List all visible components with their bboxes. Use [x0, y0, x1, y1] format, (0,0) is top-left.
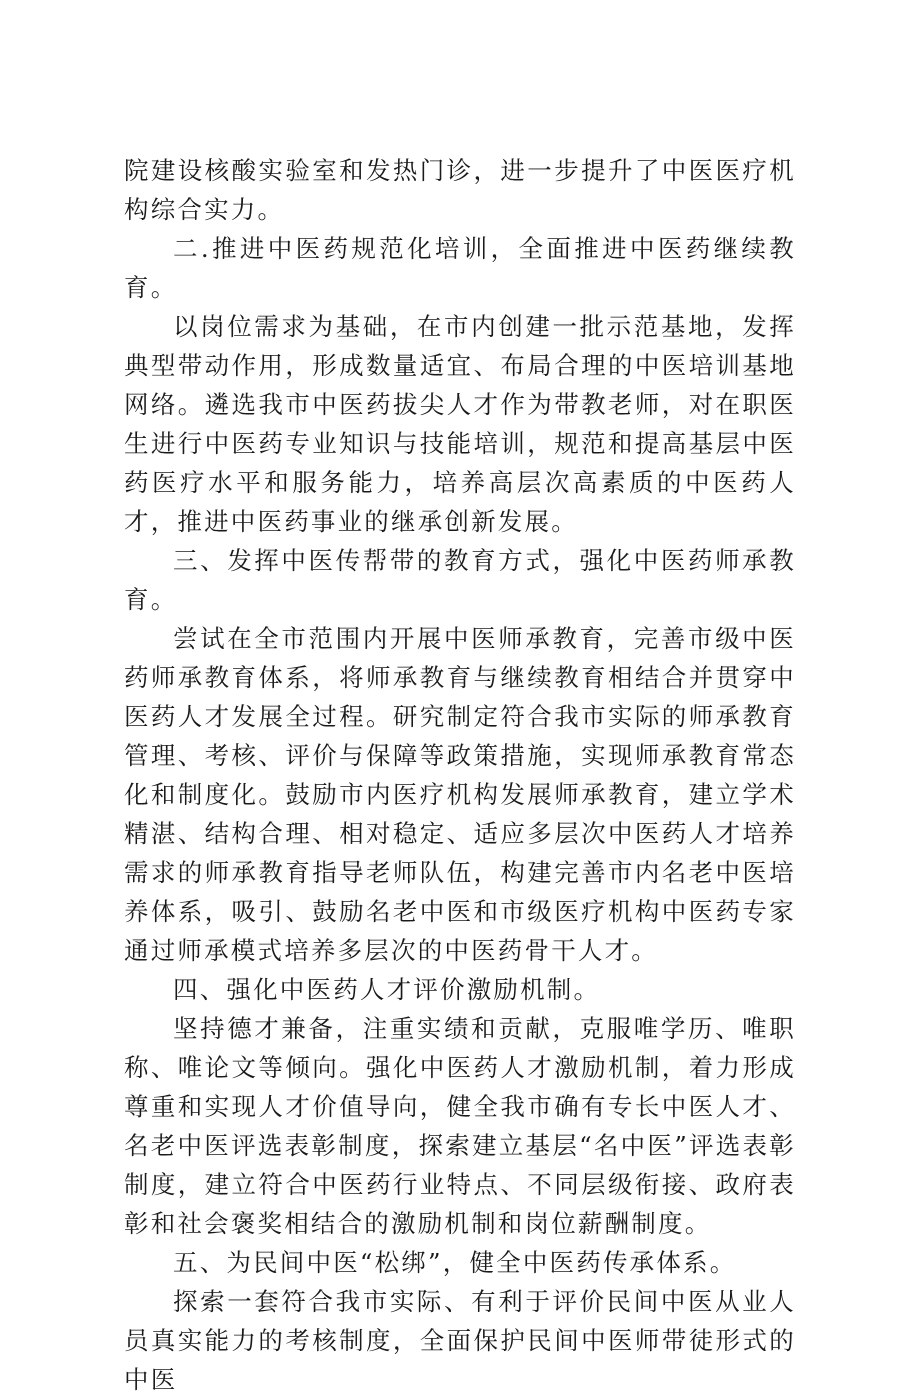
section-heading-3: 三、发挥中医传帮带的教育方式，强化中医药师承教育。	[124, 546, 796, 614]
paragraph-folk-medicine: 探索一套符合我市实际、有利于评价民间中医从业人员真实能力的考核制度，全面保护民间中医师带徒形式的中医	[124, 1287, 796, 1394]
paragraph-evaluation: 坚持德才兼备，注重实绩和贡献，克服唯学历、唯职称、唯论文等倾向。强化中医药人才激励机制，着力形成尊重和实现人才价值导向，健全我市确有专长中医人才、名老中医评选表彰制度，探索建立基层“名中医”评选表彰制度，建立符合中医药行业特点、不同层级衔接、政府表彰和社会褒奖相结合的激励机制和岗位薪酬制度。	[124, 1014, 796, 1238]
document-body	[124, 151, 796, 1399]
section-heading-2: 二.推进中医药规范化培训，全面推进中医药继续教育。	[124, 234, 796, 302]
paragraph-training: 以岗位需求为基础，在市内创建一批示范基地，发挥典型带动作用，形成数量适宜、布局合理的中医培训基地网络。遴选我市中医药拔尖人才作为带教老师，对在职医生进行中医药专业知识与技能培训，规范和提高基层中医药医疗水平和服务能力，培养高层次高素质的中医药人才，推进中医药事业的继承创新发展。	[124, 312, 796, 536]
paragraph-continued: 院建设核酸实验室和发热门诊，进一步提升了中医医疗机构综合实力。	[124, 156, 796, 224]
section-heading-5: 五、为民间中医“松绑”，健全中医药传承体系。	[173, 1248, 737, 1277]
section-heading-4: 四、强化中医药人才评价激励机制。	[173, 975, 601, 1004]
paragraph-apprenticeship: 尝试在全市范围内开展中医师承教育，完善市级中医药师承教育体系，将师承教育与继续教育相结合并贯穿中医药人才发展全过程。研究制定符合我市实际的师承教育管理、考核、评价与保障等政策措施，实现师承教育常态化和制度化。鼓励市内医疗机构发展师承教育，建立学术精湛、结构合理、相对稳定、适应多层次中医药人才培养需求的师承教育指导老师队伍，构建完善市内名老中医培养体系，吸引、鼓励名老中医和市级医疗机构中医药专家通过师承模式培养多层次的中医药骨干人才。	[124, 624, 796, 965]
